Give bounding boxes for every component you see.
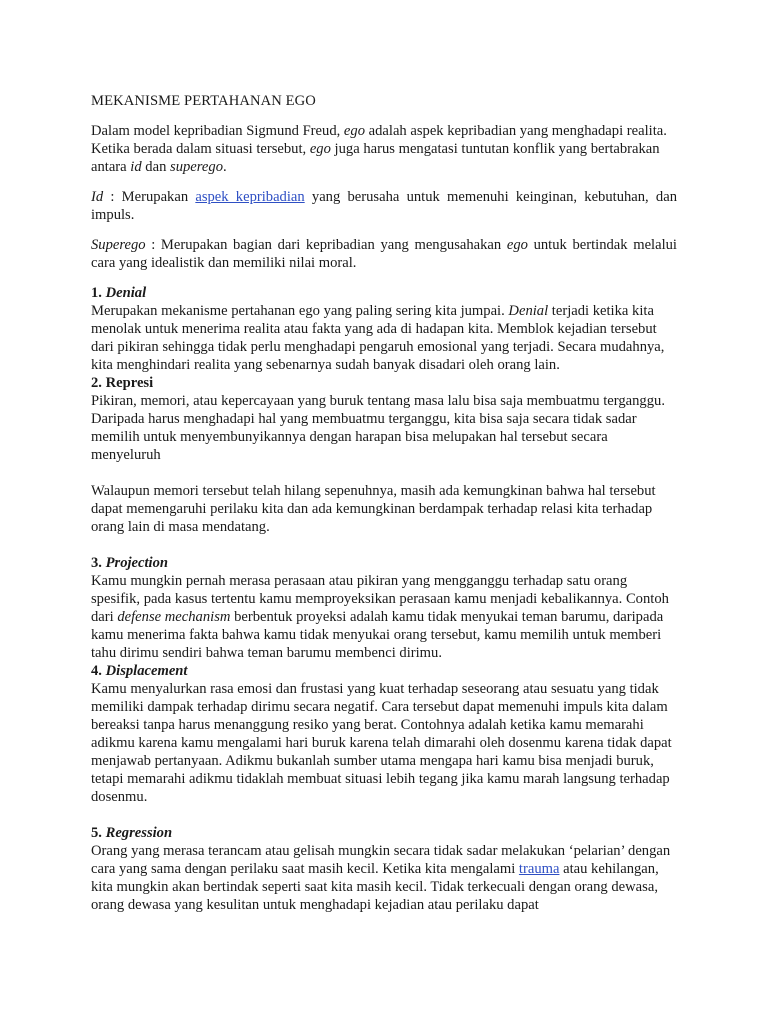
term-superego: Superego	[91, 237, 146, 253]
document-title: MEKANISME PERTAHANAN EGO	[91, 93, 316, 109]
displacement-paragraph: Kamu menyalurkan rasa emosi dan frustasi yang kuat terhadap seseorang atau sesuatu yang tidak memiliki dampak terhadap dirimu secara negatif. Cara tersebut dapat memenuhi impuls kita dalam bereaksi tanpa harus menanggung resiko yang berat. Contohnya adalah ketika kamu memarahi adikmu karena kamu mengalami hari buruk karena telah dimarahi oleh dosenmu karena tidak dapat menjawab pertanyaan. Adikmu bukanlah sumber utama mengapa hari kamu bisa menjadi buruk, tetapi memarahi adikmu tidaklah membuat situasi lebih tegang jika kamu marah langsung terhadap dosenmu.	[91, 681, 672, 805]
document-body	[91, 92, 677, 914]
term-superego: superego	[170, 159, 223, 175]
term-denial: Denial	[508, 303, 549, 319]
trauma-link[interactable]: trauma	[518, 861, 560, 877]
section-heading-denial: 1. Denial	[91, 285, 147, 301]
aspek-kepribadian-link[interactable]: aspek kepribadian	[195, 189, 305, 205]
term-ego: ego	[309, 141, 331, 157]
denial-paragraph: Merupakan mekanisme pertahanan ego yang paling sering kita jumpai. Denial terjadi ketika kita menolak untuk menerima realita atau fakta yang ada di hadapan kita. Memblok kejadian tersebut dari pikiran sehingga tidak perlu menghadapi pengaruh emosional yang terjadi. Secara mudahnya, kita menghindari realita yang sebenarnya sudah banyak disadari oleh orang lain.	[91, 303, 665, 373]
term-ego: ego	[506, 237, 528, 253]
represi-paragraph-2: Walaupun memori tersebut telah hilang sepenuhnya, masih ada kemungkinan bahwa hal tersebut dapat memengaruhi perilaku kita dan ada kemungkinan berdampak terhadap relasi kita terhadap orang lain di masa mendatang.	[91, 483, 656, 535]
term-defense-mechanism: defense mechanism	[117, 609, 231, 625]
term-ego: ego	[343, 123, 365, 139]
term-id: id	[130, 159, 142, 175]
superego-definition-paragraph: Superego : Merupakan bagian dari kepribadian yang mengusahakan ego untuk bertindak melalui cara yang idealistik dan memiliki nilai moral.	[91, 237, 677, 271]
intro-paragraph: Dalam model kepribadian Sigmund Freud, ego adalah aspek kepribadian yang menghadapi realita. Ketika berada dalam situasi tersebut, ego juga harus mengatasi tuntutan konflik yang bertabrakan antara id dan superego.	[91, 123, 667, 175]
regression-paragraph: Orang yang merasa terancam atau gelisah mungkin secara tidak sadar melakukan ‘pelarian’ dengan cara yang sama dengan perilaku saat masih kecil. Ketika kita mengalami trauma atau kehilangan, kita mungkin akan bertindak seperti saat kita masih kecil. Tidak terkecuali dengan orang dewasa, orang dewasa yang kesulitan untuk menghadapi kejadian atau perilaku dapat	[91, 843, 671, 913]
section-heading-regression: 5. Regression	[91, 825, 173, 841]
section-heading-displacement: 4. Displacement	[91, 663, 188, 679]
id-definition-paragraph: Id : Merupakan aspek kepribadian yang berusaha untuk memenuhi keinginan, kebutuhan, dan impuls.	[91, 189, 677, 223]
projection-paragraph: Kamu mungkin pernah merasa perasaan atau pikiran yang mengganggu terhadap satu orang spesifik, pada kasus tertentu kamu memproyeksikan perasaan kamu menjadi kebalikannya. Contoh dari defense mechanism berbentuk proyeksi adalah kamu tidak menyukai teman barumu, daripada kamu menerima fakta bahwa kamu tidak menyukai orang tersebut, kamu memilih untuk memberi tahu dirimu sendiri bahwa teman barumu membenci dirimu.	[91, 573, 669, 661]
section-heading-projection: 3. Projection	[91, 555, 169, 571]
term-id: Id	[91, 189, 104, 205]
section-heading-represi: 2. Represi	[91, 375, 154, 391]
represi-paragraph-1: Pikiran, memori, atau kepercayaan yang buruk tentang masa lalu bisa saja membuatmu terganggu. Daripada harus menghadapi hal yang membuatmu terganggu, kita bisa saja secara tidak sadar memilih untuk menyembunyikannya dengan harapan bisa melupakan hal tersebut secara menyeluruh	[91, 393, 665, 463]
